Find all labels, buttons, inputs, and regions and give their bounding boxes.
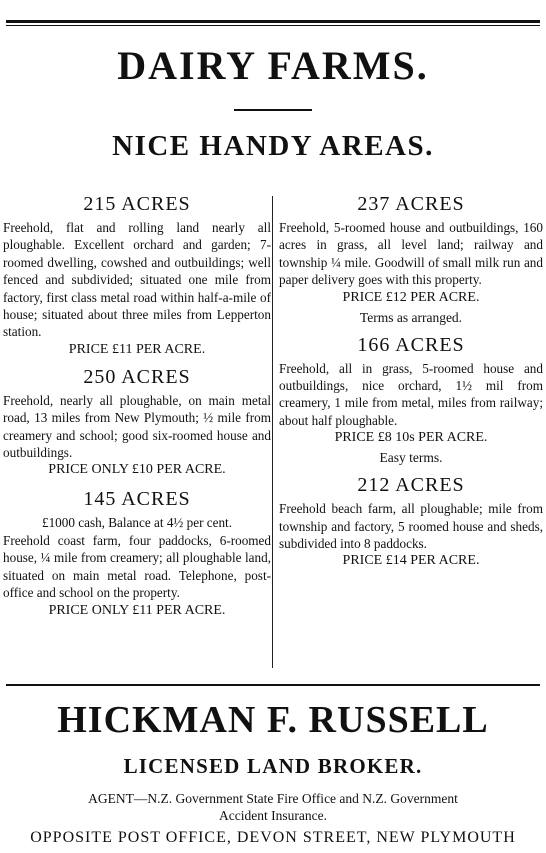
agent-affiliations [0,790,546,824]
listing-price: PRICE £14 PER ACRE. [342,553,480,569]
listing-price: PRICE ONLY £10 PER ACRE. [48,462,226,478]
bottom-rule [6,684,540,686]
listing-acres: 166 ACRES [357,333,465,356]
listing-250-acres [3,365,271,480]
listing-166-acres [279,333,543,468]
listing-acres: 237 ACRES [357,193,465,215]
top-rule [6,20,540,23]
agent-affiliation-line2: Accident Insurance. [219,808,327,823]
listing-212-acres [279,473,543,570]
headline: DAIRY FARMS. [117,43,429,88]
listing-price: PRICE £8 10s PER ACRE. [334,430,488,446]
listing-description: Freehold coast farm, four paddocks, 6-roomed house, ¼ mile from creamery; all ploughable land, situated on main metal road. Telephone, post-office and school on the property. [3,532,271,601]
agent-title: LICENSED LAND BROKER. [123,754,423,778]
agent-name: HICKMAN F. RUSSELL [57,699,489,741]
listing-acres: 212 ACRES [357,474,465,497]
listing-terms-note: Terms as arranged. [359,309,463,325]
listing-price: PRICE ONLY £11 PER ACRE. [48,602,226,618]
left-column [3,192,271,620]
listing-145-acres [3,487,271,619]
agent-address: OPPOSITE POST OFFICE, DEVON STREET, NEW PLYMOUTH [30,829,516,846]
listing-acres: 145 ACRES [83,488,191,511]
agent-affiliation-line1: AGENT—N.Z. Government State Fire Office and N.Z. Government [88,791,458,806]
listing-price: PRICE £11 PER ACRE. [68,341,206,357]
headline-divider [234,109,312,111]
right-column [279,192,543,570]
listing-terms: £1000 cash, Balance at 4½ per cent. [41,515,233,531]
subheadline: NICE HANDY AREAS. [112,130,434,162]
listing-terms-note: Easy terms. [379,450,443,466]
listing-description: Freehold, flat and rolling land nearly all ploughable. Excellent orchard and garden; 7-roomed dwelling, cowshed and outbuildings; well fenced and subdivided; situated one mile from factory, first class metal road within half-a-mile of house; situated about three miles from Lepperton station. [3,220,271,340]
listing-price: PRICE £12 PER ACRE. [342,289,480,305]
listing-description: Freehold, nearly all ploughable, on main metal road, 13 miles from New Plymouth; ½ mile from creamery and school; good six-roomed house and outbuildings. [3,392,271,461]
listing-acres: 250 ACRES [83,365,191,388]
listing-acres: 215 ACRES [83,193,191,215]
listing-description: Freehold beach farm, all ploughable; mile from township and factory, 5 roomed house and sheds, subdivided into 8 paddocks. [279,501,543,552]
listing-237-acres [279,192,543,327]
listing-215-acres [3,192,271,359]
column-divider [272,196,273,668]
top-rule-thin [6,25,540,26]
listing-description: Freehold, 5-roomed house and outbuildings, 160 acres in grass, all level land; railway and township ¼ mile. Goodwill of small milk run and paper delivery goes with this property. [279,220,543,288]
listing-description: Freehold, all in grass, 5-roomed house and outbuildings, nice orchard, 1½ mil from creamery, 1 mile from metal, miles from railway; about half ploughable. [279,360,543,428]
